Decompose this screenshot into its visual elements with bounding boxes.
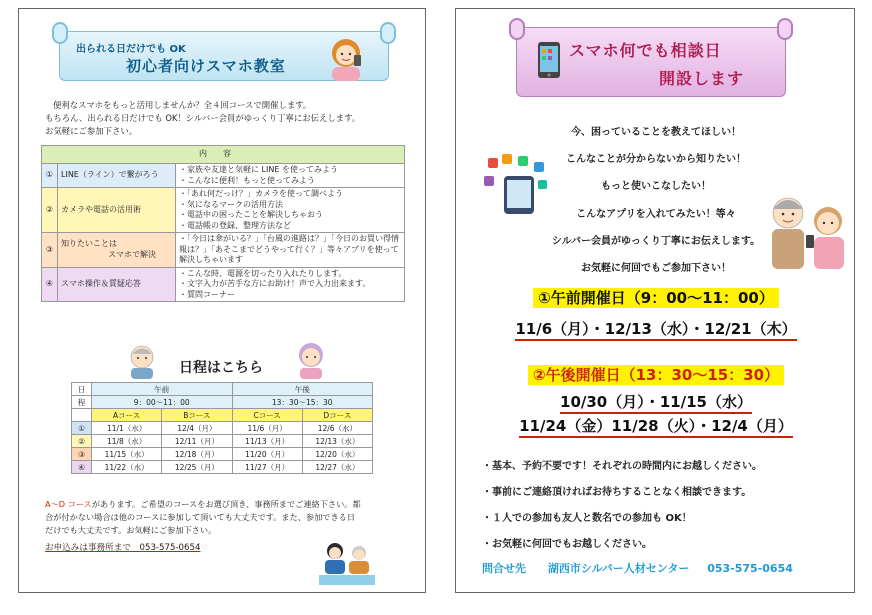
- banner-title-line: 開設します: [659, 69, 745, 88]
- pm-dates: [456, 415, 856, 436]
- session-date: 11/13（月）: [232, 435, 302, 448]
- course-content-table: [41, 145, 405, 302]
- woman-with-phone-illustration: [324, 33, 368, 81]
- table-row: [42, 188, 405, 233]
- session-date: 11/15（水）: [92, 448, 162, 461]
- intro-text: [45, 99, 405, 138]
- course-item: ・こんなに便利！もっと使ってみよう: [179, 175, 315, 185]
- session-date: 12/25（月）: [162, 461, 232, 474]
- session-date: 12/6（水）: [302, 422, 372, 435]
- pm-dates: [456, 391, 856, 412]
- table-row: [72, 422, 373, 435]
- right-flyer-page: [455, 8, 855, 593]
- course-items: [176, 164, 405, 188]
- session-date: 11/1（水）: [92, 422, 162, 435]
- course-item: ・文字入力が苦手な方にお助け！声で入力出来ます。: [179, 279, 371, 288]
- notes-line: [45, 498, 405, 511]
- bullet-item: ・お気軽に何回でもお越しください。: [482, 539, 652, 550]
- table-row: [42, 164, 405, 188]
- session-date: 12/18（月）: [162, 448, 232, 461]
- content-table-header: 内容: [42, 146, 405, 164]
- info-bullets: [482, 454, 852, 558]
- session-date: 12/20（水）: [302, 448, 372, 461]
- course-name: Aコース: [92, 409, 162, 422]
- session-number: ②: [72, 435, 92, 448]
- course-name: Cコース: [232, 409, 302, 422]
- lead-line: こんなことが分からないから知りたい！: [566, 154, 746, 165]
- bullet-item: ・基本、予約不要です！それぞれの時間内にお越しください。: [482, 461, 762, 472]
- table-row: [72, 461, 373, 474]
- lead-line: こんなアプリを入れてみたい！等々: [576, 209, 736, 220]
- course-item: ・気になるマークの活用方法: [179, 199, 283, 209]
- banner-title: 初心者向けスマホ教室: [126, 57, 286, 75]
- course-title-line: 知りたいことは: [61, 239, 117, 249]
- session-date: 12/27（水）: [302, 461, 372, 474]
- intro-line: お気軽にご参加下さい。: [45, 126, 138, 136]
- lead-line: もっと使いこなしたい！: [601, 181, 711, 192]
- intro-line: もちろん、出られる日だけでも OK！シルバー会員がゆっくり丁寧にお伝えします。: [45, 113, 361, 123]
- session-number: ③: [72, 448, 92, 461]
- table-row: [72, 448, 373, 461]
- session-number: ①: [72, 422, 92, 435]
- course-item: ・電話中の困ったことを解決しちゃおう: [179, 210, 323, 219]
- course-item: ・電話帳の登録、整理方法など: [179, 220, 291, 230]
- am-session-label: [456, 287, 856, 308]
- course-item: ・家族や友達と気軽に LINE を使ってみよう: [179, 165, 338, 174]
- senior-couple-illustration: [762, 189, 852, 269]
- left-flyer-page: [18, 8, 426, 593]
- intro-line: 便利なスマホをもっと活用しませんか？全４回コースで開催します。: [53, 100, 312, 110]
- course-name: Bコース: [162, 409, 232, 422]
- course-number: ④: [42, 267, 58, 302]
- course-item: ・「今日は傘がいる？」「台風の進路は？」「今日のお買い得情報は？」「あそこまでどうやって行く？」等々アプリを使って解決しちゃいます: [179, 234, 399, 264]
- course-items: [176, 188, 405, 233]
- am-header: 午前: [92, 383, 233, 396]
- session-date: 11/8（水）: [92, 435, 162, 448]
- lead-line: お気軽に何回でもご参加下さい！: [581, 263, 731, 274]
- table-row: [72, 435, 373, 448]
- bullet-item: ・１人での参加も友人と数名での参加も OK！: [482, 513, 692, 524]
- scroll-curl-icon: [777, 18, 793, 40]
- am-dates: [456, 318, 856, 339]
- notes-highlight: A〜D コース: [45, 499, 92, 509]
- pm-dates-text: 11/24（金）11/28（火）・12/4（月）: [519, 417, 793, 438]
- session-date: 11/20（月）: [232, 448, 302, 461]
- pm-header: 午後: [232, 383, 373, 396]
- contact-organization: 湖西市シルバー人材センター: [547, 562, 690, 575]
- am-time: 9：00〜11：00: [92, 396, 233, 409]
- course-title-line: スマホで解決: [108, 249, 156, 259]
- elderly-man-illustration: [125, 343, 159, 379]
- course-number: ②: [42, 188, 58, 233]
- left-title-banner: [59, 31, 389, 81]
- session-date: 12/4（月）: [162, 422, 232, 435]
- course-item: ・こんな時、電源を切ったり入れたりします。: [179, 268, 347, 278]
- session-date: 12/13（水）: [302, 435, 372, 448]
- inquiry-contact: [482, 560, 852, 576]
- notes-line: 合が付かない場合は他のコースに参加して頂いても大丈夫です。また、参加できる日: [45, 512, 356, 522]
- application-contact: お申込みは事務所まで 053-575-0654: [45, 543, 201, 553]
- pm-session-label-text: ②午後開催日（13：30〜15：30）: [528, 365, 784, 385]
- schedule-corner: [72, 409, 92, 422]
- am-session-label-text: ①午前開催日（9：00〜11：00）: [533, 288, 779, 308]
- contact-label: 問合せ先: [482, 562, 526, 575]
- session-date: 11/6（月）: [232, 422, 302, 435]
- scroll-curl-icon: [509, 18, 525, 40]
- bullet-item: ・事前にご連絡頂ければお待ちすることなく相談できます。: [482, 487, 752, 498]
- scroll-curl-icon: [380, 22, 396, 44]
- table-row: [42, 233, 405, 268]
- banner-subtitle: 出られる日だけでも OK: [76, 44, 186, 55]
- table-row: [42, 267, 405, 302]
- smartphone-icon: [537, 41, 561, 79]
- course-title: LINE（ライン）で繋がろう: [58, 164, 176, 188]
- consultation-illustration: [319, 539, 375, 585]
- scroll-curl-icon: [52, 22, 68, 44]
- course-item: ・「あれ何だっけ？」カメラを使って調べよう: [179, 189, 343, 198]
- right-title-banner: [516, 27, 786, 97]
- schedule-title: 日程はこちら: [179, 360, 263, 376]
- schedule-row-label: 程: [72, 396, 92, 409]
- course-title: カメラや電話の活用術: [58, 188, 176, 233]
- pm-session-label: [456, 364, 856, 385]
- pm-time: 13：30〜15：30: [232, 396, 373, 409]
- course-title: [58, 233, 176, 268]
- elderly-woman-illustration: [294, 341, 328, 379]
- schedule-row-label: 日: [72, 383, 92, 396]
- lead-line: シルバー会員がゆっくり丁寧にお伝えします。: [551, 236, 761, 247]
- smartphone-apps-illustration: [484, 154, 548, 218]
- course-item: ・質問コーナー: [179, 289, 235, 299]
- am-dates-text: 11/6（月）・12/13（水）・12/21（木）: [515, 320, 796, 341]
- pm-dates-text: 10/30（月）・11/15（水）: [560, 393, 752, 414]
- course-number: ③: [42, 233, 58, 268]
- lead-line: 今、困っていることを教えてほしい！: [571, 127, 741, 138]
- notes-text: があります。ご希望のコースをお選び頂き、事務所までご連絡下さい。都: [91, 499, 361, 509]
- session-number: ④: [72, 461, 92, 474]
- schedule-table: [71, 382, 373, 474]
- course-notes: [45, 498, 405, 537]
- session-date: 11/22（水）: [92, 461, 162, 474]
- session-date: 12/11（月）: [162, 435, 232, 448]
- notes-line: だけでも大丈夫です。お気軽にご参加下さい。: [45, 525, 217, 535]
- banner-title-line: スマホ何でも相談日: [569, 41, 722, 60]
- session-date: 11/27（月）: [232, 461, 302, 474]
- course-items: [176, 267, 405, 302]
- course-number: ①: [42, 164, 58, 188]
- course-title: スマホ操作＆質疑応答: [58, 267, 176, 302]
- contact-phone: 053-575-0654: [707, 562, 793, 575]
- course-items: [176, 233, 405, 268]
- course-name: Dコース: [302, 409, 372, 422]
